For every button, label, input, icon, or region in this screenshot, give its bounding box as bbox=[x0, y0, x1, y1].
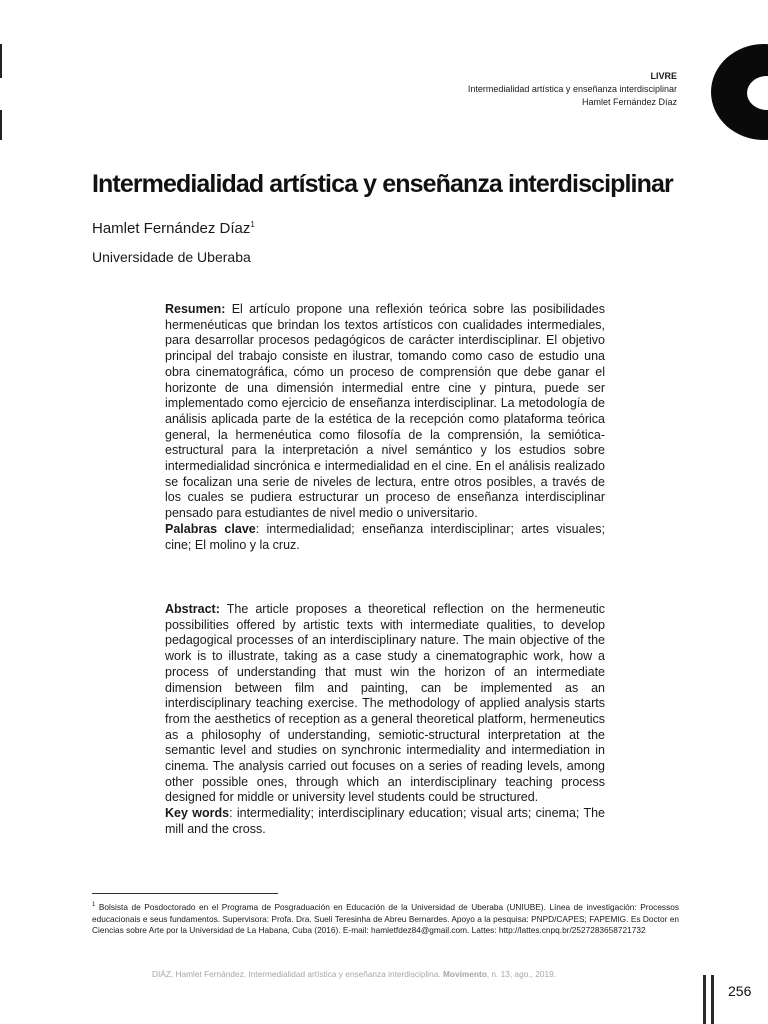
running-head-journal: LIVRE bbox=[650, 71, 677, 81]
footnote-rule bbox=[92, 893, 278, 894]
abstract-label: Abstract: bbox=[165, 602, 220, 616]
citation-before: DIÁZ, Hamlet Fernández. Intermedialidad artística y enseñanza interdisciplina. bbox=[152, 969, 441, 979]
page-number: 256 bbox=[728, 983, 752, 999]
footnote bbox=[92, 900, 679, 937]
article-title: Intermedialidad artística y enseñanza interdisciplinar bbox=[92, 170, 673, 198]
article-affiliation: Universidade de Uberaba bbox=[92, 249, 251, 265]
running-head-author: Hamlet Fernández Díaz bbox=[581, 97, 677, 107]
resumen-label: Resumen: bbox=[165, 302, 226, 316]
running-head-title: Intermedialidad artística y enseñanza interdisciplinar bbox=[467, 84, 677, 94]
abstract-block bbox=[165, 602, 605, 838]
citation-journal: Movimento bbox=[443, 969, 487, 979]
resumen-keywords-text: intermedialidad; enseñanza interdisciplinar; artes visuales; cine; El molino y la cruz. bbox=[165, 521, 605, 552]
page-bar-2 bbox=[711, 975, 714, 1024]
author-footnote-mark: 1 bbox=[250, 220, 255, 229]
footnote-mark: 1 bbox=[92, 902, 96, 908]
citation-after: , n. 13, ago., 2019. bbox=[486, 969, 556, 979]
resumen-paragraph bbox=[165, 302, 605, 522]
resumen-block bbox=[165, 302, 605, 553]
article-author bbox=[92, 220, 255, 237]
page-bar-1 bbox=[703, 975, 706, 1024]
author-name: Hamlet Fernández Díaz bbox=[92, 220, 251, 237]
edge-mark-bottom bbox=[0, 110, 2, 140]
abstract-keywords-text: intermediality; interdisciplinary education; visual arts; cinema; The mill and the cross. bbox=[165, 806, 606, 836]
resumen-text: El artículo propone una reflexión teórica sobre las posibilidades hermenéuticas que brindan los textos artísticos con cualidades intermediales, para desarrollar procesos pedagógicos de carácter interdisciplinar. El objetivo principal del trabajo consiste en ilustrar, tomando como caso de estudio una obra cinematográfica, cómo un proceso de comprensión que debe ganar el horizonte de una dimensión intermedial entre cine y pintura, puede ser implementado como ejercicio de enseñanza interdisciplinar. La metodología de análisis aplicada parte de la estética de la recepción como plataforma teórica general, la hermenéutica como filosofía de la comprensión, la semiótica-estructural para la interpretación a nivel semántico y los estudios sobre intermedialidad sincrónica e intermedialidad en el cine. En el análisis realizado se focalizan una serie de niveles de lectura, entre otros posibles, a través de los cuales se pudiera estructurar un proceso de enseñanza interdisciplinar pensado para estudiantes de nivel medio o universitario. bbox=[165, 302, 605, 521]
abstract-keywords: Key words: intermediality; interdisciplinary education; visual arts; cinema; The mill and the cross. bbox=[165, 806, 606, 836]
resumen-keywords-label: Palabras clave bbox=[165, 521, 256, 536]
running-head bbox=[468, 70, 677, 109]
resumen-keywords: Palabras clave: intermedialidad; enseñanza interdisciplinar; artes visuales; cine; El molino y la cruz. bbox=[165, 521, 605, 552]
abstract-paragraph bbox=[165, 602, 605, 806]
abstract-keywords-label: Key words bbox=[165, 806, 230, 821]
edge-mark-top bbox=[0, 44, 2, 78]
abstract-text: The article proposes a theoretical reflection on the hermeneutic possibilities offered by artistic texts with intermediate qualities, to develop pedagogical processes of an interdisciplinary nature. The main objective of the work is to illustrate, taking as a case study a cinematographic work, how a process of understanding that must win the horizon of an intermediate dimension between film and painting, can be implemented as an interdisciplinary teaching exercise. The methodology of applied analysis starts from the aesthetics of reception as a general theoretical platform, hermeneutics as a philosophy of understanding, semiotic-structural interpretation at the semantic level and studies on synchronic intermediality and intermediation in cinema. The analysis carried out focuses on a series of reading levels, among other possible ones, through which an interdisciplinary teaching process designed for middle or university level students could be structured. bbox=[165, 602, 606, 805]
footnote-text: Bolsista de Posdoctorado en el Programa de Posgraduación en Educación de la Universidad de Uberaba (UNIUBE). Línea de investigación: Processos educacionais e seus fundamentos. Supervisora: Profa. Dra. Sueli Teresinha de Abreu Bernardes. Apoyo a la pesquisa: PNPD/CAPES; FAPEMIG. Es Doctor en Ciencias sobre Arte por la Universidad de La Habana, Cuba (2016). E-mail: hamletfdez84@gmail.com. Lattes: http://lattes.cnpq.br/2527283658721732 bbox=[92, 901, 679, 936]
citation-footer bbox=[152, 969, 632, 979]
